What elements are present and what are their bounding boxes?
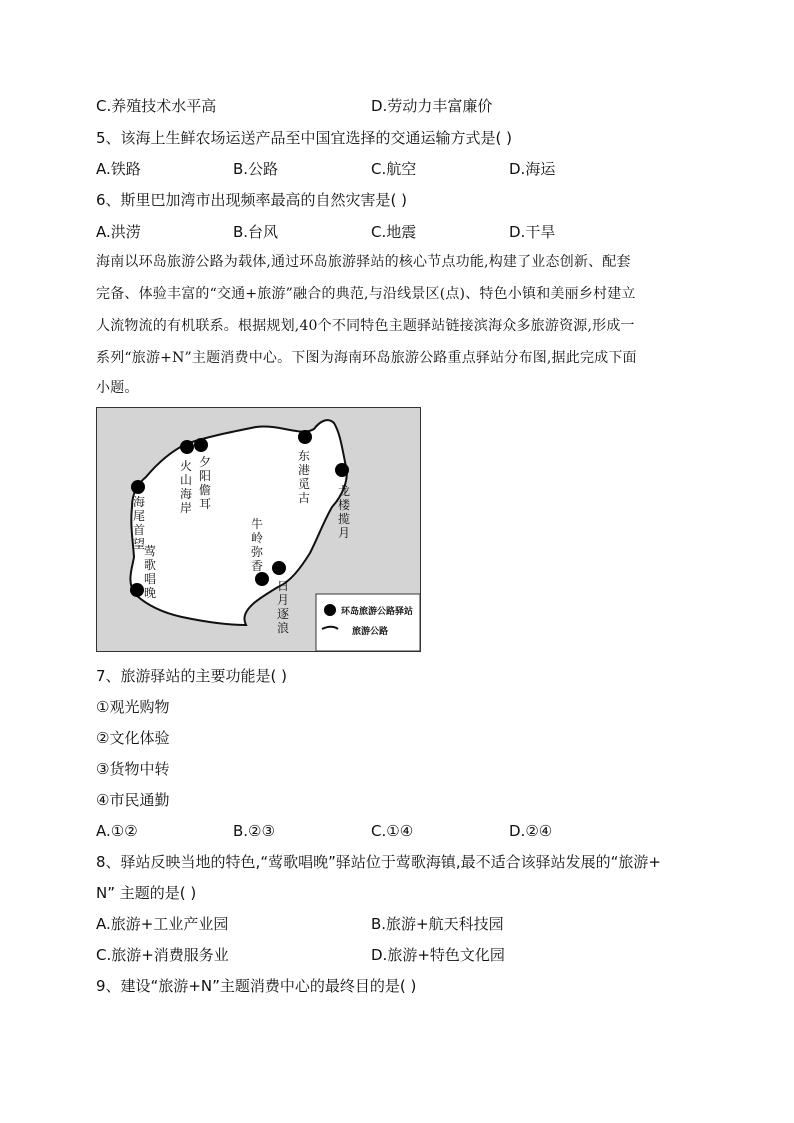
q7-item-3: ③货物中转 [96, 760, 170, 778]
q6-stem: 6、斯里巴加湾市出现频率最高的自然灾害是( ) [96, 191, 408, 209]
passage-line-1: 海南以环岛旅游公路为载体,通过环岛旅游驿站的核心节点功能,构建了业态创新、配套 [96, 254, 631, 270]
label-longlou-1: 龙 [338, 484, 351, 498]
label-niuling-3: 弥 [251, 545, 264, 559]
station-marker-donggang [298, 430, 312, 444]
q6-option-c: C.地震 [371, 223, 417, 241]
station-marker-huoshan [180, 440, 194, 454]
label-riyue-2: 月 [277, 593, 290, 607]
q8-option-c: C.旅游+消费服务业 [96, 946, 229, 964]
q7-item-4: ④市民通勤 [96, 791, 170, 809]
label-longlou-3: 揽 [338, 512, 351, 526]
label-haiwei-2: 尾 [133, 509, 146, 523]
label-riyue-3: 逐 [277, 607, 290, 621]
q7-item-2: ②文化体验 [96, 729, 170, 747]
label-haiwei-3: 首 [133, 523, 146, 537]
label-xiyang-4: 耳 [199, 497, 212, 511]
label-longlou-4: 月 [338, 526, 351, 540]
q5-stem: 5、该海上生鲜农场运送产品至中国宜选择的交通运输方式是( ) [96, 129, 513, 147]
q7-stem: 7、旅游驿站的主要功能是( ) [96, 667, 288, 685]
label-riyue-1: 日 [277, 579, 290, 593]
q7-option-d: D.②④ [509, 822, 553, 840]
q9-stem: 9、建设“旅游+N”主题消费中心的最终目的是( ) [96, 977, 417, 995]
q6-option-b: B.台风 [233, 223, 279, 241]
label-huoshan-2: 山 [180, 473, 193, 487]
label-haiwei-1: 海 [133, 495, 146, 509]
q8-stem-line-1: 8、驿站反映当地的特色,“莺歌唱晚”驿站位于莺歌海镇,最不适合该驿站发展的“旅游+ [96, 853, 661, 871]
label-xiyang-3: 儋 [199, 483, 212, 497]
q7-option-b: B.②③ [233, 822, 275, 840]
label-yingge-2: 歌 [144, 558, 157, 572]
label-huoshan-1: 火 [180, 459, 193, 473]
label-xiyang-1: 夕 [199, 455, 212, 469]
q6-option-d: D.干旱 [509, 223, 556, 241]
label-donggang-3: 觅 [298, 477, 311, 491]
station-marker-longlou [335, 463, 349, 477]
map-legend-box [316, 594, 420, 651]
station-marker-yingge [130, 583, 144, 597]
q4-option-d: D.劳动力丰富廉价 [371, 97, 493, 115]
passage-line-3: 人流物流的有机联系。根据规划,40个不同特色主题驿站链接滨海众多旅游资源,形成一 [96, 318, 635, 334]
label-niuling-1: 牛 [251, 517, 264, 531]
label-yingge-1: 莺 [144, 544, 157, 558]
q5-option-d: D.海运 [509, 160, 556, 178]
label-huoshan-4: 岸 [180, 501, 193, 515]
q6-option-a: A.洪涝 [96, 223, 141, 241]
label-donggang-4: 古 [298, 491, 311, 505]
legend-road-label: 旅游公路 [352, 627, 389, 637]
q5-option-b: B.公路 [233, 160, 279, 178]
q5-option-a: A.铁路 [96, 160, 141, 178]
passage-line-4: 系列“旅游+N”主题消费中心。下图为海南环岛旅游公路重点驿站分布图,据此完成下面 [96, 350, 637, 366]
label-donggang-2: 港 [298, 463, 311, 477]
label-yingge-3: 唱 [144, 572, 157, 586]
label-donggang-1: 东 [298, 449, 311, 463]
legend-station-label: 环岛旅游公路驿站 [341, 607, 414, 617]
label-xiyang-2: 阳 [199, 469, 212, 483]
label-haiwei-4: 望 [133, 537, 146, 551]
label-niuling-4: 香 [251, 559, 264, 573]
station-marker-niuling [272, 561, 286, 575]
label-niuling-2: 岭 [251, 531, 264, 545]
station-marker-riyue [255, 572, 269, 586]
hainan-station-map [96, 407, 421, 652]
q7-option-c: C.①④ [371, 822, 414, 840]
q7-item-1: ①观光购物 [96, 698, 170, 716]
label-yingge-4: 晚 [144, 586, 157, 600]
q4-option-c: C.养殖技术水平高 [96, 97, 217, 115]
passage-line-2: 完备、体验丰富的“交通+旅游”融合的典范,与沿线景区(点)、特色小镇和美丽乡村建立 [96, 286, 636, 302]
label-riyue-4: 浪 [277, 621, 290, 635]
passage-line-5: 小题。 [96, 380, 139, 396]
q8-stem-line-2: N” 主题的是( ) [96, 884, 197, 902]
q8-option-b: B.旅游+航天科技园 [371, 915, 504, 933]
label-longlou-2: 楼 [338, 498, 351, 512]
q7-option-a: A.①② [96, 822, 138, 840]
label-huoshan-3: 海 [180, 487, 193, 501]
q8-option-d: D.旅游+特色文化园 [371, 946, 505, 964]
station-marker-haiwei [131, 480, 145, 494]
legend-station-icon [324, 604, 336, 616]
q5-option-c: C.航空 [371, 160, 417, 178]
q8-option-a: A.旅游+工业产业园 [96, 915, 229, 933]
station-marker-xiyang [194, 438, 208, 452]
